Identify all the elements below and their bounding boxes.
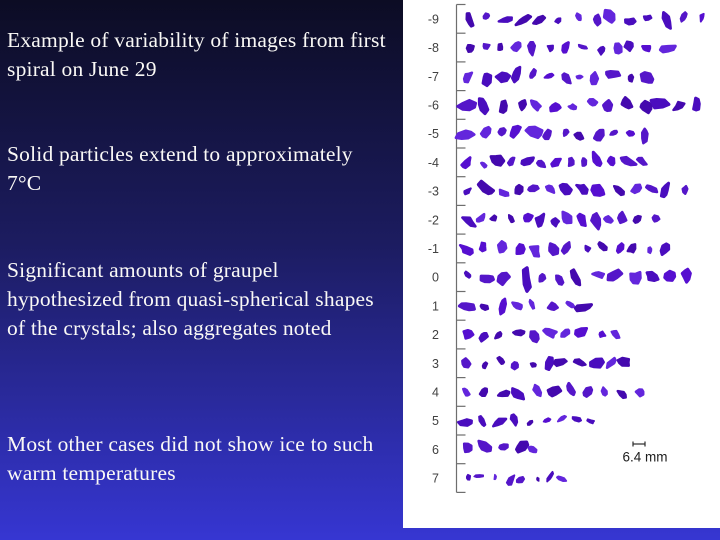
ice-particle-blob: [497, 357, 504, 364]
ice-particle-blob: [552, 218, 560, 226]
ice-particle-blob: [604, 101, 612, 110]
ice-particle-blob: [593, 152, 601, 165]
ice-particle-blob: [617, 243, 624, 253]
ice-particle-blob: [665, 271, 675, 280]
ice-particle-blob: [563, 212, 571, 223]
ice-particle-blob: [511, 126, 521, 137]
ice-particle-blob: [563, 43, 569, 53]
ice-particle-blob: [498, 44, 502, 50]
ice-particle-blob: [480, 333, 488, 341]
temperature-label: -2: [427, 213, 439, 228]
ice-particle-blob: [579, 45, 587, 49]
ice-particle-blob: [621, 157, 636, 164]
temperature-label: 5: [432, 414, 439, 429]
ice-particle-blob: [500, 445, 508, 450]
ice-particle-blob: [591, 72, 598, 84]
ice-particle-blob: [530, 247, 539, 257]
particle-row: [464, 67, 653, 86]
ice-particle-blob: [491, 156, 504, 165]
particle-row: [463, 383, 643, 399]
particle-row: [465, 268, 690, 291]
ice-particle-blob: [546, 186, 554, 193]
ice-particle-blob: [585, 246, 590, 252]
ice-particle-blob: [571, 270, 580, 285]
ice-particle-blob: [540, 274, 545, 281]
ice-particle-blob: [591, 213, 600, 229]
temperature-label: 3: [432, 356, 439, 371]
ice-particle-blob: [517, 477, 524, 482]
temperature-label: -9: [427, 12, 439, 27]
ice-particle-blob: [554, 359, 567, 366]
ice-particle-blob: [528, 42, 535, 55]
ice-particle-blob: [460, 245, 473, 255]
particle-figure-panel: [403, 0, 720, 528]
ice-particle-blob: [477, 214, 484, 221]
ice-particle-blob: [496, 73, 510, 82]
ice-particle-blob: [524, 268, 531, 291]
ice-particle-blob: [530, 332, 538, 342]
ice-particle-blob: [531, 101, 540, 111]
ice-particle-blob: [598, 47, 604, 55]
ice-particle-blob: [498, 391, 509, 396]
bullet-variability: Example of variability of images from first spiral on June 29: [7, 28, 386, 81]
ice-particle-blob: [513, 303, 522, 309]
ice-particle-blob: [560, 185, 571, 194]
particle-images-figure: [403, 0, 720, 528]
ice-particle-blob: [577, 185, 588, 193]
ice-particle-blob: [462, 358, 470, 367]
ice-particle-blob: [573, 417, 582, 422]
ice-particle-blob: [479, 441, 491, 451]
particle-row: [458, 415, 594, 427]
ice-particle-blob: [528, 185, 539, 191]
particle-row: [467, 472, 566, 485]
ice-particle-blob: [628, 244, 636, 252]
particle-row: [462, 357, 628, 370]
ice-particle-blob: [625, 19, 635, 24]
ice-particle-blob: [629, 75, 634, 82]
ice-particle-blob: [529, 447, 537, 452]
ice-particle-blob: [522, 158, 534, 165]
ice-particle-blob: [516, 185, 523, 194]
temperature-label: 0: [432, 270, 439, 285]
scale-label: 6.4 mm: [622, 449, 668, 465]
bullet-other-cases: Most other cases did not show ice to such warm temperatures: [7, 432, 374, 485]
ice-particle-blob: [663, 12, 671, 28]
ice-particle-blob: [618, 358, 629, 365]
ice-particle-blob: [499, 128, 506, 135]
ice-particle-blob: [602, 387, 607, 395]
ice-particle-blob: [578, 214, 586, 226]
particle-row: [467, 42, 676, 56]
ice-particle-blob: [479, 99, 487, 114]
ice-particle-blob: [575, 328, 586, 336]
ice-particle-blob: [512, 389, 523, 400]
ice-particle-blob: [512, 362, 518, 369]
ice-particle-blob: [556, 276, 563, 285]
ice-particle-blob: [569, 158, 574, 166]
temperature-label: -8: [427, 41, 439, 56]
ice-particle-blob: [558, 416, 566, 422]
ice-particle-blob: [636, 390, 643, 397]
ice-particle-blob: [587, 419, 594, 423]
ice-particle-blob: [474, 475, 483, 478]
ice-particle-blob: [525, 214, 533, 221]
ice-particle-blob: [607, 71, 620, 77]
ice-particle-blob: [458, 419, 472, 425]
ice-particle-blob: [604, 10, 614, 22]
ice-particle-blob: [618, 391, 626, 398]
ice-particle-blob: [467, 45, 474, 52]
ice-particle-blob: [465, 189, 471, 195]
ice-particle-blob: [545, 74, 554, 78]
ice-particle-blob: [641, 101, 651, 113]
ice-particle-blob: [637, 158, 647, 165]
ice-particle-blob: [500, 190, 509, 196]
ice-particle-blob: [661, 244, 669, 255]
ice-particle-blob: [588, 99, 597, 105]
ice-particle-blob: [627, 131, 634, 136]
ice-particle-blob: [467, 13, 473, 26]
ice-particle-blob: [464, 444, 471, 452]
ice-particle-blob: [500, 299, 506, 314]
ice-particle-blob: [464, 330, 473, 338]
ice-particle-blob: [508, 158, 514, 166]
ice-particle-blob: [608, 270, 621, 280]
ice-particle-blob: [544, 418, 551, 422]
ice-particle-blob: [610, 131, 617, 135]
ice-particle-blob: [464, 73, 472, 83]
ice-particle-blob: [513, 330, 524, 335]
ice-particle-blob: [456, 131, 474, 139]
ice-particle-blob: [648, 247, 651, 253]
ice-particle-blob: [495, 332, 501, 338]
ice-particle-blob: [516, 15, 531, 24]
particle-row: [465, 181, 688, 196]
particle-row: [467, 10, 704, 28]
ice-particle-blob: [533, 385, 541, 396]
ice-particle-blob: [615, 43, 622, 53]
ice-particle-blob: [550, 244, 558, 255]
ice-particle-blob: [683, 186, 688, 194]
ice-particle-blob: [546, 357, 553, 370]
ice-particle-blob: [611, 331, 619, 338]
ice-particle-blob: [561, 330, 569, 337]
ice-particle-blob: [548, 303, 557, 310]
ice-particle-blob: [463, 218, 476, 227]
ice-particle-blob: [625, 42, 633, 51]
ice-particle-blob: [600, 332, 606, 338]
ice-particle-blob: [622, 98, 632, 108]
ice-particle-blob: [608, 157, 614, 165]
ice-particle-blob: [566, 302, 574, 307]
ice-particle-blob: [483, 74, 491, 86]
ice-particle-blob: [555, 18, 560, 23]
ice-particle-blob: [651, 100, 669, 108]
ice-particle-blob: [548, 46, 553, 52]
ice-particle-blob: [528, 421, 533, 426]
ice-particle-blob: [462, 158, 470, 168]
particle-row: [460, 241, 669, 256]
temperature-label: 4: [432, 385, 439, 400]
ice-particle-blob: [517, 244, 525, 254]
ice-particle-blob: [494, 475, 496, 480]
ice-particle-blob: [681, 12, 687, 21]
particle-row: [460, 299, 592, 314]
ice-particle-blob: [569, 104, 577, 109]
ice-particle-blob: [530, 69, 536, 78]
temperature-label: -5: [427, 127, 439, 142]
ice-particle-blob: [465, 272, 470, 278]
ice-particle-blob: [646, 186, 657, 192]
ice-particle-blob: [551, 159, 560, 167]
ice-particle-blob: [584, 387, 592, 396]
ice-particle-blob: [531, 363, 536, 367]
temperature-label: -3: [427, 184, 439, 199]
ice-particle-blob: [653, 215, 660, 221]
ice-particle-blob: [463, 389, 469, 396]
particle-row: [464, 328, 620, 342]
ice-particle-blob: [498, 241, 506, 252]
ice-particle-blob: [574, 359, 586, 365]
ice-particle-blob: [607, 358, 616, 368]
ice-particle-blob: [634, 216, 641, 223]
ice-particle-blob: [536, 214, 544, 226]
ice-particle-blob: [519, 100, 525, 110]
ice-particle-blob: [576, 305, 592, 311]
ice-particle-blob: [483, 362, 488, 368]
ice-particle-blob: [509, 215, 514, 222]
ice-particle-blob: [481, 163, 487, 168]
ice-particle-blob: [512, 43, 520, 51]
ice-particle-blob: [682, 269, 690, 282]
ice-particle-blob: [582, 158, 586, 165]
ice-particle-blob: [604, 216, 612, 222]
ice-particle-blob: [537, 477, 539, 481]
ice-particle-blob: [544, 329, 557, 337]
particle-row: [462, 152, 647, 168]
particle-row: [463, 212, 660, 229]
ice-particle-blob: [493, 419, 506, 426]
ice-particle-blob: [530, 300, 535, 309]
ice-particle-blob: [480, 389, 487, 396]
ice-particle-blob: [594, 130, 603, 140]
ice-particle-blob: [576, 14, 581, 21]
ice-particle-blob: [599, 242, 607, 250]
ice-particle-blob: [562, 242, 570, 253]
ice-particle-blob: [644, 16, 652, 20]
temperature-label: 2: [432, 328, 439, 343]
ice-particle-blob: [537, 161, 545, 167]
ice-particle-blob: [533, 16, 544, 24]
particle-row: [456, 126, 647, 143]
ice-particle-blob: [500, 101, 507, 113]
ice-particle-blob: [632, 185, 642, 193]
ice-particle-blob: [478, 181, 493, 193]
ice-particle-blob: [547, 472, 553, 482]
ice-particle-blob: [568, 383, 575, 394]
temperature-label: -6: [427, 98, 439, 113]
ice-particle-blob: [548, 387, 561, 396]
ice-particle-blob: [592, 185, 604, 195]
ice-particle-blob: [481, 127, 490, 137]
ice-particle-blob: [517, 442, 528, 452]
ice-particle-blob: [526, 127, 542, 138]
ice-particle-blob: [481, 276, 493, 282]
ice-particle-blob: [614, 186, 624, 195]
ice-particle-blob: [591, 359, 604, 367]
ice-particle-blob: [562, 73, 571, 83]
ice-particle-blob: [631, 272, 641, 283]
ice-particle-blob: [662, 183, 669, 196]
ice-particle-blob: [694, 98, 700, 110]
ice-particle-blob: [642, 129, 647, 143]
ice-particle-blob: [490, 215, 496, 220]
temperature-label: -7: [427, 69, 439, 84]
ice-particle-blob: [661, 46, 676, 52]
ice-particle-blob: [564, 130, 569, 137]
bullet-solid-particles: Solid particles extend to approximately 7°C: [7, 142, 353, 195]
ice-particle-blob: [557, 477, 566, 482]
ice-particle-blob: [460, 304, 475, 310]
ice-particle-blob: [467, 475, 470, 480]
ice-particle-blob: [575, 133, 584, 140]
temperature-label: -4: [427, 155, 439, 170]
ice-particle-blob: [700, 14, 703, 22]
ice-particle-blob: [484, 44, 490, 49]
particle-row: [458, 98, 700, 114]
temperature-label: 6: [432, 442, 439, 457]
ice-particle-blob: [643, 46, 650, 51]
ice-particle-blob: [498, 274, 509, 285]
ice-particle-blob: [647, 272, 658, 280]
ice-particle-blob: [641, 73, 653, 83]
ice-particle-blob: [479, 416, 485, 426]
ice-particle-blob: [551, 104, 560, 111]
ice-particle-blob: [480, 243, 486, 252]
ice-particle-blob: [484, 13, 490, 18]
ice-particle-blob: [499, 17, 512, 21]
ice-particle-blob: [512, 67, 520, 82]
ice-particle-blob: [673, 102, 684, 110]
ice-particle-blob: [507, 475, 515, 485]
temperature-label: 7: [432, 471, 439, 486]
ice-particle-blob: [594, 15, 600, 26]
ice-particle-blob: [481, 305, 488, 310]
ice-particle-blob: [577, 76, 583, 79]
particle-row: [464, 441, 536, 452]
temperature-label: 1: [432, 299, 439, 314]
bullet-graupel: Significant amounts of graupel hypothesized from quasi-spherical shapes of the crystals; also aggregates noted: [7, 258, 374, 340]
ice-particle-blob: [618, 212, 626, 223]
ice-particle-blob: [511, 415, 517, 426]
ice-particle-blob: [592, 272, 604, 278]
temperature-label: -1: [427, 241, 439, 256]
scale-bar: [622, 442, 667, 465]
ice-particle-blob: [544, 130, 551, 139]
ice-particle-blob: [458, 100, 476, 109]
